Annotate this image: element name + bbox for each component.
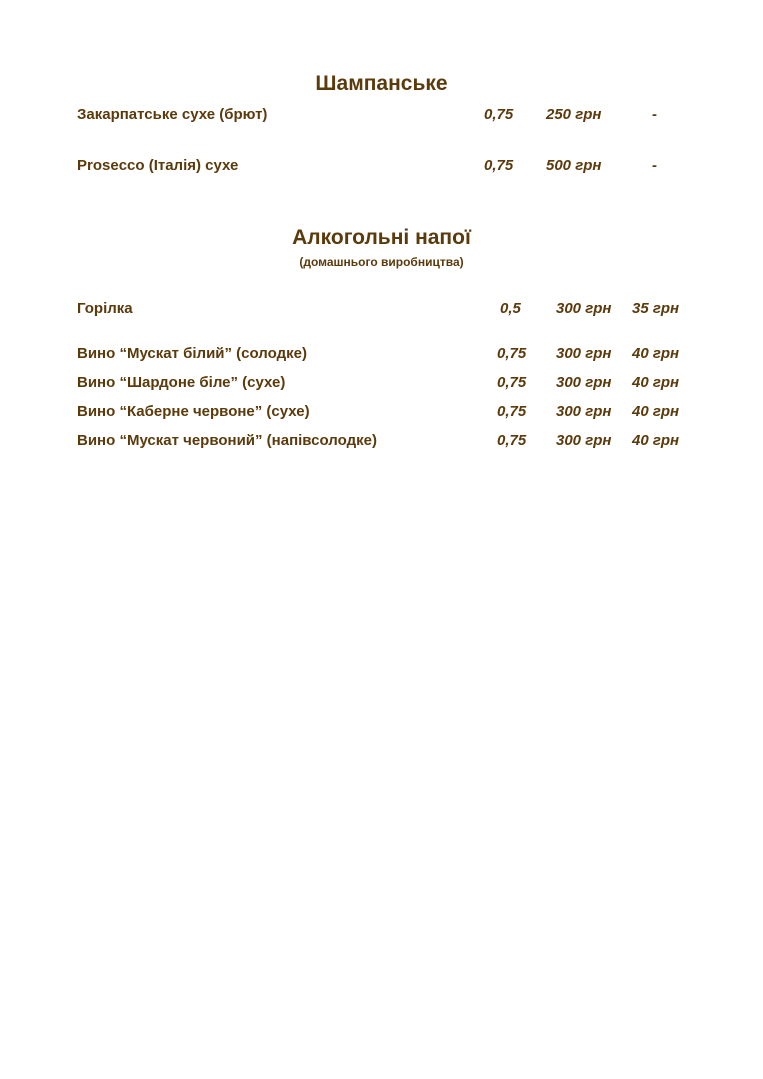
item-glass-price: 35 грн: [632, 300, 680, 317]
champagne-section-title: Шампанське: [315, 72, 448, 95]
menu-item: [0, 374, 763, 394]
item-volume: 0,5: [500, 300, 521, 317]
item-name: Вино “Каберне червоне” (сухе): [77, 403, 310, 420]
item-price: 300 грн: [556, 432, 612, 449]
item-volume: 0,75: [497, 403, 527, 420]
item-name: Вино “Мускат червоний” (напівсолодке): [77, 432, 377, 449]
item-volume: 0,75: [497, 345, 527, 362]
item-price: 300 грн: [556, 374, 612, 391]
menu-item: [0, 432, 763, 452]
item-name: Вино “Шардоне біле” (сухе): [77, 374, 286, 391]
item-glass-price: -: [652, 157, 657, 174]
alcohol-section-subtitle: (домашнього виробництва): [299, 255, 464, 269]
item-glass-price: 40 грн: [632, 345, 680, 362]
item-glass-price: -: [652, 106, 657, 123]
item-volume: 0,75: [484, 106, 514, 123]
menu-item: [0, 403, 763, 423]
item-price: 300 грн: [556, 403, 612, 420]
item-glass-price: 40 грн: [632, 403, 680, 420]
menu-item: [0, 157, 763, 177]
item-price: 300 грн: [556, 345, 612, 362]
menu-item: [0, 106, 763, 126]
item-price: 300 грн: [556, 300, 612, 317]
item-name: Вино “Мускат білий” (солодке): [77, 345, 307, 362]
item-volume: 0,75: [484, 157, 514, 174]
menu-item: [0, 300, 763, 320]
item-name: Prosecco (Італія) сухе: [77, 157, 239, 174]
item-name: Горілка: [77, 300, 133, 317]
item-volume: 0,75: [497, 374, 527, 391]
alcohol-section-title: Алкогольні напої: [292, 226, 471, 249]
item-volume: 0,75: [497, 432, 527, 449]
item-price: 500 грн: [546, 157, 602, 174]
item-price: 250 грн: [546, 106, 602, 123]
menu-item: [0, 345, 763, 365]
item-glass-price: 40 грн: [632, 432, 680, 449]
item-name: Закарпатське сухе (брют): [77, 106, 268, 123]
item-glass-price: 40 грн: [632, 374, 680, 391]
